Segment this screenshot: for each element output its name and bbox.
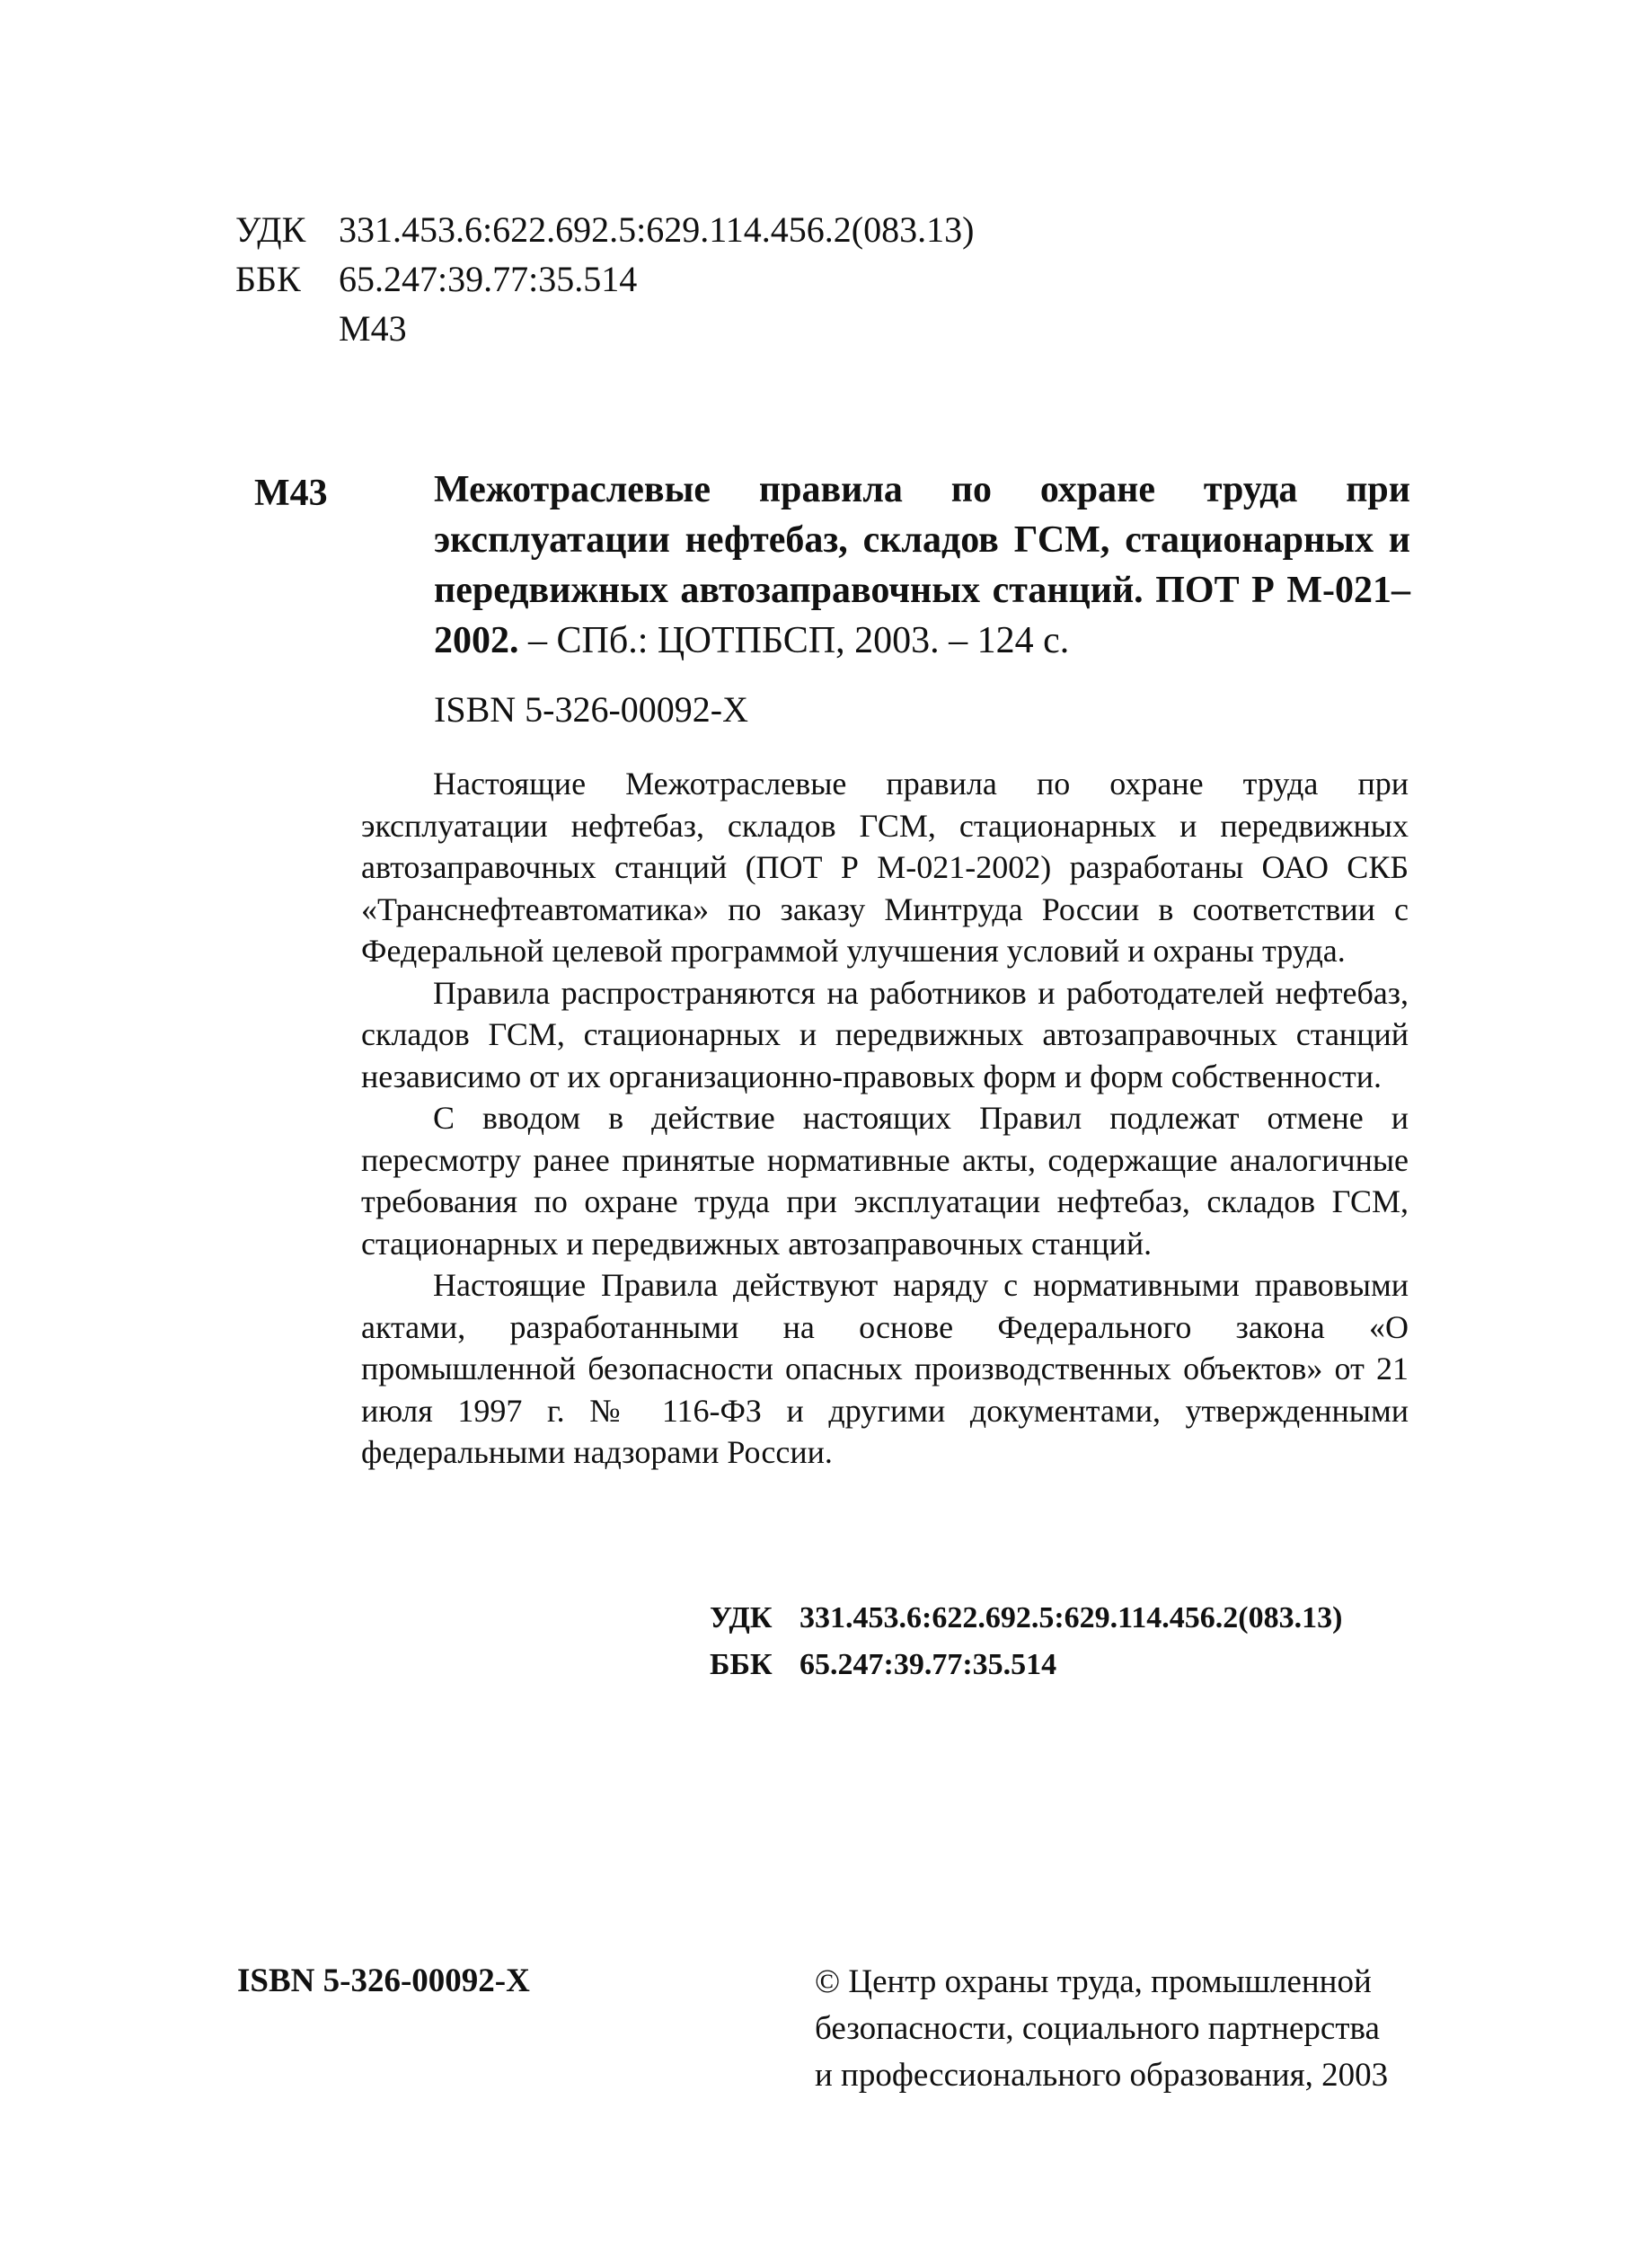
author-mark-top: М43	[339, 308, 407, 349]
bbk-row-bottom	[710, 1642, 1342, 1688]
classification-indices-bottom	[710, 1595, 1342, 1688]
udk-label: УДК	[235, 209, 306, 250]
author-mark: М43	[254, 473, 328, 514]
annotation-paragraph: Настоящие Правила действуют наряду с нормативными правовыми актами, разработанными на основе Федерального закона «О промышленной безопасности опасных производственных объектов» от 21 июля 1997 г. № 116-ФЗ и другими документами, утвержденными федеральными надзорами России.	[361, 1267, 1409, 1470]
annotation	[361, 763, 1409, 1474]
udk-row-bottom	[710, 1595, 1342, 1642]
copyright-line: © Центр охраны труда, промышленной	[815, 1963, 1372, 2000]
copyright-line: безопасности, социального партнерства	[815, 2010, 1380, 2047]
udk-row	[235, 205, 974, 254]
annotation-paragraph: С вводом в действие настоящих Правил подлежат отмене и пересмотру ранее принятые нормативные акты, содержащие аналогичные требования по охране труда при эксплуатации нефтебаз, складов ГСМ, стационарных и передвижных автозаправочных станций.	[361, 1100, 1409, 1262]
bbk-value-bottom: 65.247:39.77:35.514	[799, 1648, 1057, 1681]
copyright-notice	[815, 1959, 1408, 2099]
udk-label-bottom: УДК	[710, 1601, 773, 1634]
annotation-paragraph: Правила распространяются на работников и работодателей нефтебаз, складов ГСМ, стационарных и передвижных автозаправочных станций независимо от их организационно-правовых форм и форм собственности.	[361, 974, 1409, 1094]
annotation-paragraph: Настоящие Межотраслевые правила по охране труда при эксплуатации нефтебаз, складов ГСМ, стационарных и передвижных автозаправочных станций (ПОТ Р М-021-2002) разработаны ОАО СКБ «Транснефтеавтоматика» по заказу Минтруда России в соответствии с Федеральной целевой программой улучшения условий и охраны труда.	[361, 766, 1409, 969]
record-imprint: – СПб.: ЦОТПБСП, 2003. – 124 с.	[518, 620, 1070, 661]
record-title: Межотраслевые правила по охране труда при эксплуатации нефтебаз, складов ГСМ, стационарных и передвижных автозаправочных станций. ПОТ Р М-021–2002.	[434, 469, 1410, 661]
classification-indices-top	[235, 205, 974, 353]
bibliographic-record	[434, 465, 1410, 666]
footer-isbn: ISBN 5-326-00092-Х	[237, 1962, 530, 1999]
bbk-label: ББК	[235, 259, 301, 299]
record-isbn: ISBN 5-326-00092-Х	[434, 689, 748, 730]
udk-value-bottom: 331.453.6:622.692.5:629.114.456.2(083.13)	[799, 1601, 1343, 1634]
udk-value: 331.453.6:622.692.5:629.114.456.2(083.13)	[339, 209, 975, 250]
bbk-label-bottom: ББК	[710, 1648, 773, 1681]
copyright-line: и профессионального образования, 2003	[815, 2057, 1389, 2094]
bbk-value: 65.247:39.77:35.514	[339, 259, 638, 299]
bbk-row	[235, 254, 974, 304]
